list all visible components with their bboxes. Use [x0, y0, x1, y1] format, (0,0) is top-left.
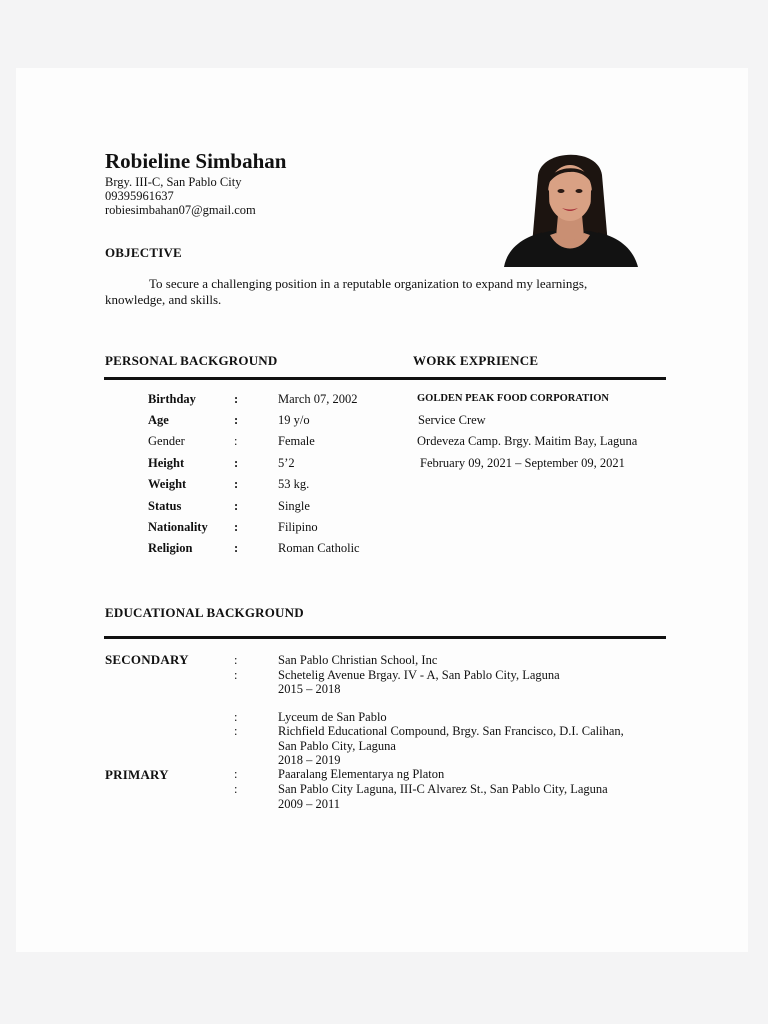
- nationality-label: Nationality: [148, 520, 208, 534]
- gender-label: Gender: [148, 434, 185, 448]
- sec2-school: Lyceum de San Pablo: [278, 710, 387, 724]
- pri-years: 2009 – 2011: [278, 797, 341, 811]
- weight-sep: :: [234, 477, 239, 491]
- section-divider: [104, 377, 666, 380]
- primary-label: PRIMARY: [105, 767, 169, 782]
- work-company: GOLDEN PEAK FOOD CORPORATION: [417, 393, 610, 404]
- edu-sep: :: [234, 724, 238, 738]
- pri-address: San Pablo City Laguna, III-C Alvarez St., San Pablo City, Laguna: [278, 782, 608, 796]
- sec2-address-line2: San Pablo City, Laguna: [278, 739, 396, 753]
- religion-sep: :: [234, 541, 239, 555]
- birthday-label: Birthday: [148, 392, 196, 406]
- gender-value: Female: [278, 434, 315, 448]
- edu-sep: :: [234, 653, 238, 667]
- sec1-address: Schetelig Avenue Brgay. IV - A, San Pablo City, Laguna: [278, 668, 560, 682]
- pri-school: Paaralang Elementarya ng Platon: [278, 767, 445, 781]
- status-sep: :: [234, 499, 239, 513]
- nationality-sep: :: [234, 520, 239, 534]
- sec2-years: 2018 – 2019: [278, 753, 341, 767]
- gender-sep: :: [234, 434, 238, 448]
- sec1-years: 2015 – 2018: [278, 682, 341, 696]
- address: Brgy. III-C, San Pablo City: [105, 175, 242, 189]
- sec1-school: San Pablo Christian School, Inc: [278, 653, 438, 667]
- objective-heading: OBJECTIVE: [105, 245, 182, 260]
- age-sep: :: [234, 413, 239, 427]
- personal-background-heading: PERSONAL BACKGROUND: [105, 353, 278, 368]
- secondary-label: SECONDARY: [105, 652, 189, 667]
- age-label: Age: [148, 413, 169, 427]
- nationality-value: Filipino: [278, 520, 318, 534]
- status-value: Single: [278, 499, 310, 513]
- objective-text: [105, 276, 645, 308]
- religion-label: Religion: [148, 541, 193, 555]
- edu-sep: :: [234, 782, 238, 796]
- resume-name: Robieline Simbahan: [105, 149, 287, 173]
- age-value: 19 y/o: [278, 413, 310, 427]
- objective-body: To secure a challenging position in a reputable organization to expand my learnings, knowledge, and skills.: [105, 276, 588, 307]
- edu-sep: :: [234, 710, 238, 724]
- weight-value: 53 kg.: [278, 477, 310, 491]
- work-position: Service Crew: [418, 413, 486, 427]
- email-address: robiesimbahan07@gmail.com: [105, 203, 256, 217]
- height-sep: :: [234, 456, 239, 470]
- height-label: Height: [148, 456, 185, 470]
- religion-value: Roman Catholic: [278, 541, 360, 555]
- birthday-sep: :: [234, 392, 239, 406]
- work-dates: February 09, 2021 – September 09, 2021: [420, 456, 625, 470]
- education-divider: [104, 636, 666, 639]
- edu-sep: :: [234, 767, 238, 781]
- work-experience-heading: WORK EXPRIENCE: [413, 353, 539, 368]
- education-heading: EDUCATIONAL BACKGROUND: [105, 605, 304, 620]
- profile-photo: [498, 153, 641, 267]
- weight-label: Weight: [148, 477, 187, 491]
- status-label: Status: [148, 499, 182, 513]
- height-value: 5’2: [278, 456, 295, 470]
- phone-number: 09395961637: [105, 189, 174, 203]
- work-location: Ordeveza Camp. Brgy. Maitim Bay, Laguna: [417, 434, 638, 448]
- sec2-address-line1: Richfield Educational Compound, Brgy. San Francisco, D.I. Calihan,: [278, 724, 624, 738]
- birthday-value: March 07, 2002: [278, 392, 358, 406]
- edu-sep: :: [234, 668, 238, 682]
